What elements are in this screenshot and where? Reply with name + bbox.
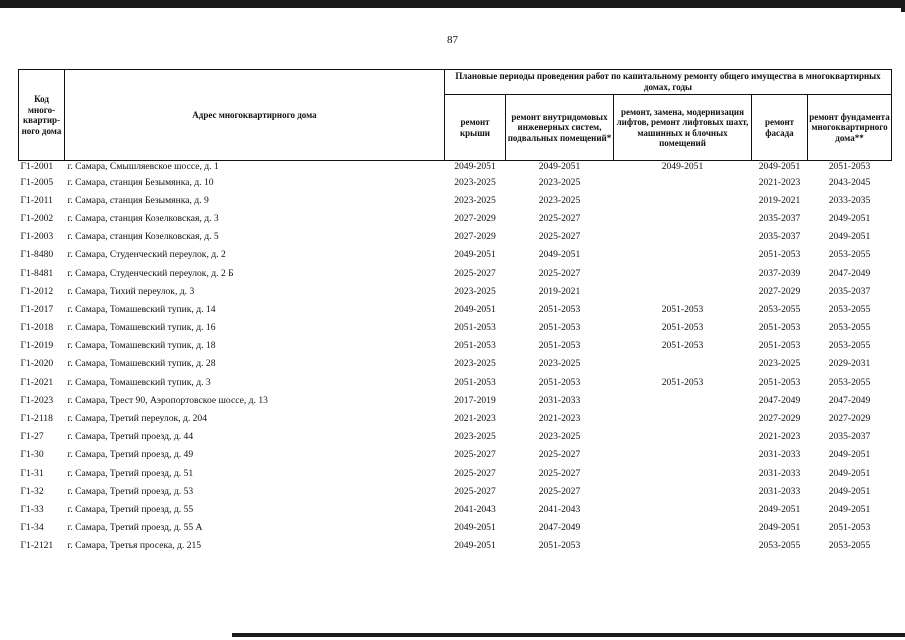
cell-code: Г1-2012 (20, 285, 54, 297)
table-row (19, 428, 892, 446)
cell-engineering: 2049-2051 (538, 161, 581, 172)
cell-foundation: 2053-2055 (828, 322, 871, 334)
scan-bottom-border (232, 633, 905, 637)
cell-facade: 2049-2051 (758, 522, 801, 534)
cell-roof: 2023-2025 (454, 431, 496, 443)
cell-roof: 2021-2023 (454, 413, 496, 425)
cell-code: Г1-2005 (20, 176, 54, 188)
cell-roof: 2025-2027 (454, 449, 496, 461)
cell-engineering: 2041-2043 (538, 503, 581, 515)
cell-address: г. Самара, Студенческий переулок, д. 2 (67, 249, 226, 261)
cell-engineering: 2025-2027 (538, 467, 581, 479)
cell-foundation: 2035-2037 (828, 431, 871, 443)
table-row (19, 300, 892, 318)
cell-elevator (614, 537, 752, 555)
cell-elevator (614, 391, 752, 409)
cell-elevator (614, 209, 752, 227)
cell-address: г. Самара, Томашевский тупик, д. 14 (67, 303, 216, 315)
cell-foundation: 2053-2055 (828, 340, 871, 352)
cell-roof: 2049-2051 (454, 522, 496, 534)
table-row (19, 337, 892, 355)
table-row (19, 173, 892, 191)
cell-foundation: 2049-2051 (828, 212, 871, 224)
table-row (19, 355, 892, 373)
cell-facade: 2023-2025 (758, 358, 801, 370)
cell-elevator: 2051-2053 (661, 340, 704, 352)
cell-engineering: 2051-2053 (538, 540, 581, 552)
cell-foundation: 2049-2051 (828, 449, 871, 461)
cell-code: Г1-2002 (20, 212, 54, 224)
header-elevator-repair: ремонт, замена, модернизация лифтов, ремонт лифтовых шахт, машинных и блочных помещений (614, 95, 752, 161)
header-address: Адрес многоквартирного дома (65, 70, 445, 161)
cell-engineering: 2025-2027 (538, 231, 581, 243)
cell-facade: 2047-2049 (758, 394, 801, 406)
cell-foundation: 2053-2055 (828, 249, 871, 261)
table-row (19, 446, 892, 464)
cell-roof: 2051-2053 (454, 340, 496, 352)
cell-address: г. Самара, Томашевский тупик, д. 28 (67, 358, 216, 370)
cell-foundation: 2047-2049 (828, 267, 871, 279)
cell-address: г. Самара, Томашевский тупик, д. 16 (67, 322, 216, 334)
cell-engineering: 2023-2025 (538, 194, 581, 206)
cell-address: г. Самара, станция Безымянка, д. 10 (67, 176, 214, 188)
cell-code: Г1-31 (20, 467, 44, 479)
scan-right-edge (901, 0, 905, 12)
cell-address: г. Самара, станция Козелковская, д. 3 (67, 212, 219, 224)
table-row (19, 161, 892, 174)
cell-facade: 2051-2053 (758, 249, 801, 261)
table-row (19, 519, 892, 537)
cell-facade: 2053-2055 (758, 540, 801, 552)
cell-roof: 2049-2051 (454, 161, 496, 172)
cell-code: Г1-8480 (20, 249, 54, 261)
cell-code: Г1-27 (20, 431, 44, 443)
scan-top-border (0, 0, 905, 8)
cell-elevator (614, 428, 752, 446)
cell-foundation: 2053-2055 (828, 303, 871, 315)
cell-facade: 2051-2053 (758, 322, 801, 334)
table-row (19, 373, 892, 391)
cell-foundation: 2051-2053 (828, 161, 871, 172)
cell-engineering: 2025-2027 (538, 267, 581, 279)
cell-foundation: 2049-2051 (828, 467, 871, 479)
cell-roof: 2041-2043 (454, 503, 496, 515)
cell-facade: 2035-2037 (758, 212, 801, 224)
cell-code: Г1-30 (20, 449, 44, 461)
cell-address: г. Самара, Третья просека, д. 215 (67, 540, 202, 552)
cell-roof: 2023-2025 (454, 176, 496, 188)
cell-engineering: 2047-2049 (538, 522, 581, 534)
cell-roof: 2049-2051 (454, 303, 496, 315)
cell-foundation: 2053-2055 (828, 376, 871, 388)
header-engineering-systems-repair: ремонт внутридомовых инженерных систем, подвальных помещений* (506, 95, 614, 161)
cell-elevator (614, 482, 752, 500)
cell-elevator (614, 500, 752, 518)
cell-address: г. Самара, Третий проезд, д. 55 А (67, 522, 203, 534)
cell-code: Г1-2021 (20, 376, 54, 388)
cell-facade: 2031-2033 (758, 449, 801, 461)
cell-engineering: 2023-2025 (538, 431, 581, 443)
cell-roof: 2025-2027 (454, 267, 496, 279)
cell-code: Г1-34 (20, 522, 44, 534)
cell-code: Г1-2001 (20, 161, 54, 172)
cell-roof: 2027-2029 (454, 212, 496, 224)
capital-repair-schedule-table (18, 69, 892, 555)
cell-facade: 2021-2023 (758, 176, 801, 188)
cell-elevator: 2051-2053 (661, 322, 704, 334)
cell-elevator (614, 264, 752, 282)
cell-facade: 2031-2033 (758, 485, 801, 497)
cell-engineering: 2025-2027 (538, 212, 581, 224)
cell-facade: 2031-2033 (758, 467, 801, 479)
cell-roof: 2023-2025 (454, 194, 496, 206)
page-number: 87 (447, 34, 458, 46)
cell-engineering: 2051-2053 (538, 322, 581, 334)
table-header (19, 70, 892, 161)
cell-roof: 2051-2053 (454, 376, 496, 388)
table-row (19, 264, 892, 282)
table-row (19, 319, 892, 337)
cell-facade: 2021-2023 (758, 431, 801, 443)
cell-foundation: 2047-2049 (828, 394, 871, 406)
cell-elevator (614, 246, 752, 264)
cell-engineering: 2025-2027 (538, 449, 581, 461)
cell-address: г. Самара, Третий проезд, д. 55 (67, 503, 194, 515)
cell-elevator (614, 191, 752, 209)
table-row (19, 482, 892, 500)
cell-foundation: 2053-2055 (828, 540, 871, 552)
header-roof-repair: ремонт крыши (445, 95, 506, 161)
header-facade-repair: ремонт фасада (752, 95, 808, 161)
table-row (19, 228, 892, 246)
cell-foundation: 2027-2029 (828, 413, 871, 425)
cell-address: г. Самара, Трест 90, Аэропортовское шоссе, д. 13 (67, 394, 268, 406)
cell-engineering: 2049-2051 (538, 249, 581, 261)
cell-foundation: 2051-2053 (828, 522, 871, 534)
cell-code: Г1-2020 (20, 358, 54, 370)
table-row (19, 500, 892, 518)
cell-facade: 2019-2021 (758, 194, 801, 206)
cell-address: г. Самара, Третий проезд, д. 44 (67, 431, 194, 443)
cell-roof: 2023-2025 (454, 285, 496, 297)
cell-engineering: 2031-2033 (538, 394, 581, 406)
table-row (19, 282, 892, 300)
cell-elevator (614, 409, 752, 427)
cell-address: г. Самара, станция Козелковская, д. 5 (67, 231, 219, 243)
cell-address: г. Самара, Третий проезд, д. 49 (67, 449, 194, 461)
cell-engineering: 2051-2053 (538, 376, 581, 388)
cell-engineering: 2019-2021 (538, 285, 581, 297)
cell-facade: 2027-2029 (758, 285, 801, 297)
cell-roof: 2025-2027 (454, 485, 496, 497)
table-row (19, 209, 892, 227)
cell-code: Г1-32 (20, 485, 44, 497)
cell-address: г. Самара, Студенческий переулок, д. 2 Б (67, 267, 234, 279)
cell-facade: 2051-2053 (758, 376, 801, 388)
cell-roof: 2049-2051 (454, 540, 496, 552)
cell-engineering: 2023-2025 (538, 176, 581, 188)
cell-address: г. Самара, Тихий переулок, д. 3 (67, 285, 195, 297)
header-work-periods: Плановые периоды проведения работ по капитальному ремонту общего имущества в многоквартирных домах, годы (445, 70, 892, 95)
cell-elevator (614, 173, 752, 191)
cell-roof: 2025-2027 (454, 467, 496, 479)
cell-foundation: 2035-2037 (828, 285, 871, 297)
cell-foundation: 2033-2035 (828, 194, 871, 206)
cell-engineering: 2025-2027 (538, 485, 581, 497)
cell-code: Г1-2011 (20, 194, 53, 206)
cell-code: Г1-2003 (20, 231, 54, 243)
header-code: Код много-квартир-ного дома (19, 70, 65, 161)
table-row (19, 464, 892, 482)
cell-engineering: 2051-2053 (538, 340, 581, 352)
cell-facade: 2027-2029 (758, 413, 801, 425)
cell-facade: 2051-2053 (758, 340, 801, 352)
cell-foundation: 2049-2051 (828, 485, 871, 497)
cell-facade: 2049-2051 (758, 503, 801, 515)
table-row (19, 409, 892, 427)
table-body (19, 161, 892, 555)
cell-address: г. Самара, Смышляевское шоссе, д. 1 (67, 161, 219, 172)
cell-elevator: 2051-2053 (661, 376, 704, 388)
cell-elevator (614, 228, 752, 246)
cell-foundation: 2029-2031 (828, 358, 871, 370)
cell-facade: 2049-2051 (758, 161, 801, 172)
cell-address: г. Самара, Третий переулок, д. 204 (67, 413, 208, 425)
cell-code: Г1-2023 (20, 394, 54, 406)
cell-roof: 2049-2051 (454, 249, 496, 261)
table-row (19, 391, 892, 409)
cell-elevator: 2049-2051 (661, 161, 704, 172)
cell-elevator (614, 446, 752, 464)
table-row (19, 246, 892, 264)
cell-code: Г1-2121 (20, 540, 54, 552)
cell-roof: 2017-2019 (454, 394, 496, 406)
cell-address: г. Самара, Томашевский тупик, д. 18 (67, 340, 216, 352)
cell-foundation: 2049-2051 (828, 231, 871, 243)
cell-roof: 2051-2053 (454, 322, 496, 334)
cell-elevator: 2051-2053 (661, 303, 704, 315)
cell-code: Г1-8481 (20, 267, 54, 279)
cell-roof: 2023-2025 (454, 358, 496, 370)
cell-facade: 2035-2037 (758, 231, 801, 243)
cell-foundation: 2043-2045 (828, 176, 871, 188)
table-row (19, 191, 892, 209)
cell-elevator (614, 464, 752, 482)
cell-code: Г1-2019 (20, 340, 54, 352)
cell-foundation: 2049-2051 (828, 503, 871, 515)
cell-address: г. Самара, Третий проезд, д. 51 (67, 467, 194, 479)
cell-address: г. Самара, Третий проезд, д. 53 (67, 485, 194, 497)
cell-engineering: 2021-2023 (538, 413, 581, 425)
cell-code: Г1-33 (20, 503, 44, 515)
cell-address: г. Самара, станция Безымянка, д. 9 (67, 194, 209, 206)
cell-code: Г1-2118 (20, 413, 53, 425)
table-row (19, 537, 892, 555)
cell-facade: 2037-2039 (758, 267, 801, 279)
cell-address: г. Самара, Томашевский тупик, д. 3 (67, 376, 211, 388)
cell-engineering: 2023-2025 (538, 358, 581, 370)
cell-roof: 2027-2029 (454, 231, 496, 243)
cell-code: Г1-2017 (20, 303, 54, 315)
header-foundation-repair: ремонт фундамента многоквартирного дома** (808, 95, 892, 161)
cell-facade: 2053-2055 (758, 303, 801, 315)
cell-elevator (614, 355, 752, 373)
cell-code: Г1-2018 (20, 322, 54, 334)
cell-elevator (614, 282, 752, 300)
cell-engineering: 2051-2053 (538, 303, 581, 315)
cell-elevator (614, 519, 752, 537)
